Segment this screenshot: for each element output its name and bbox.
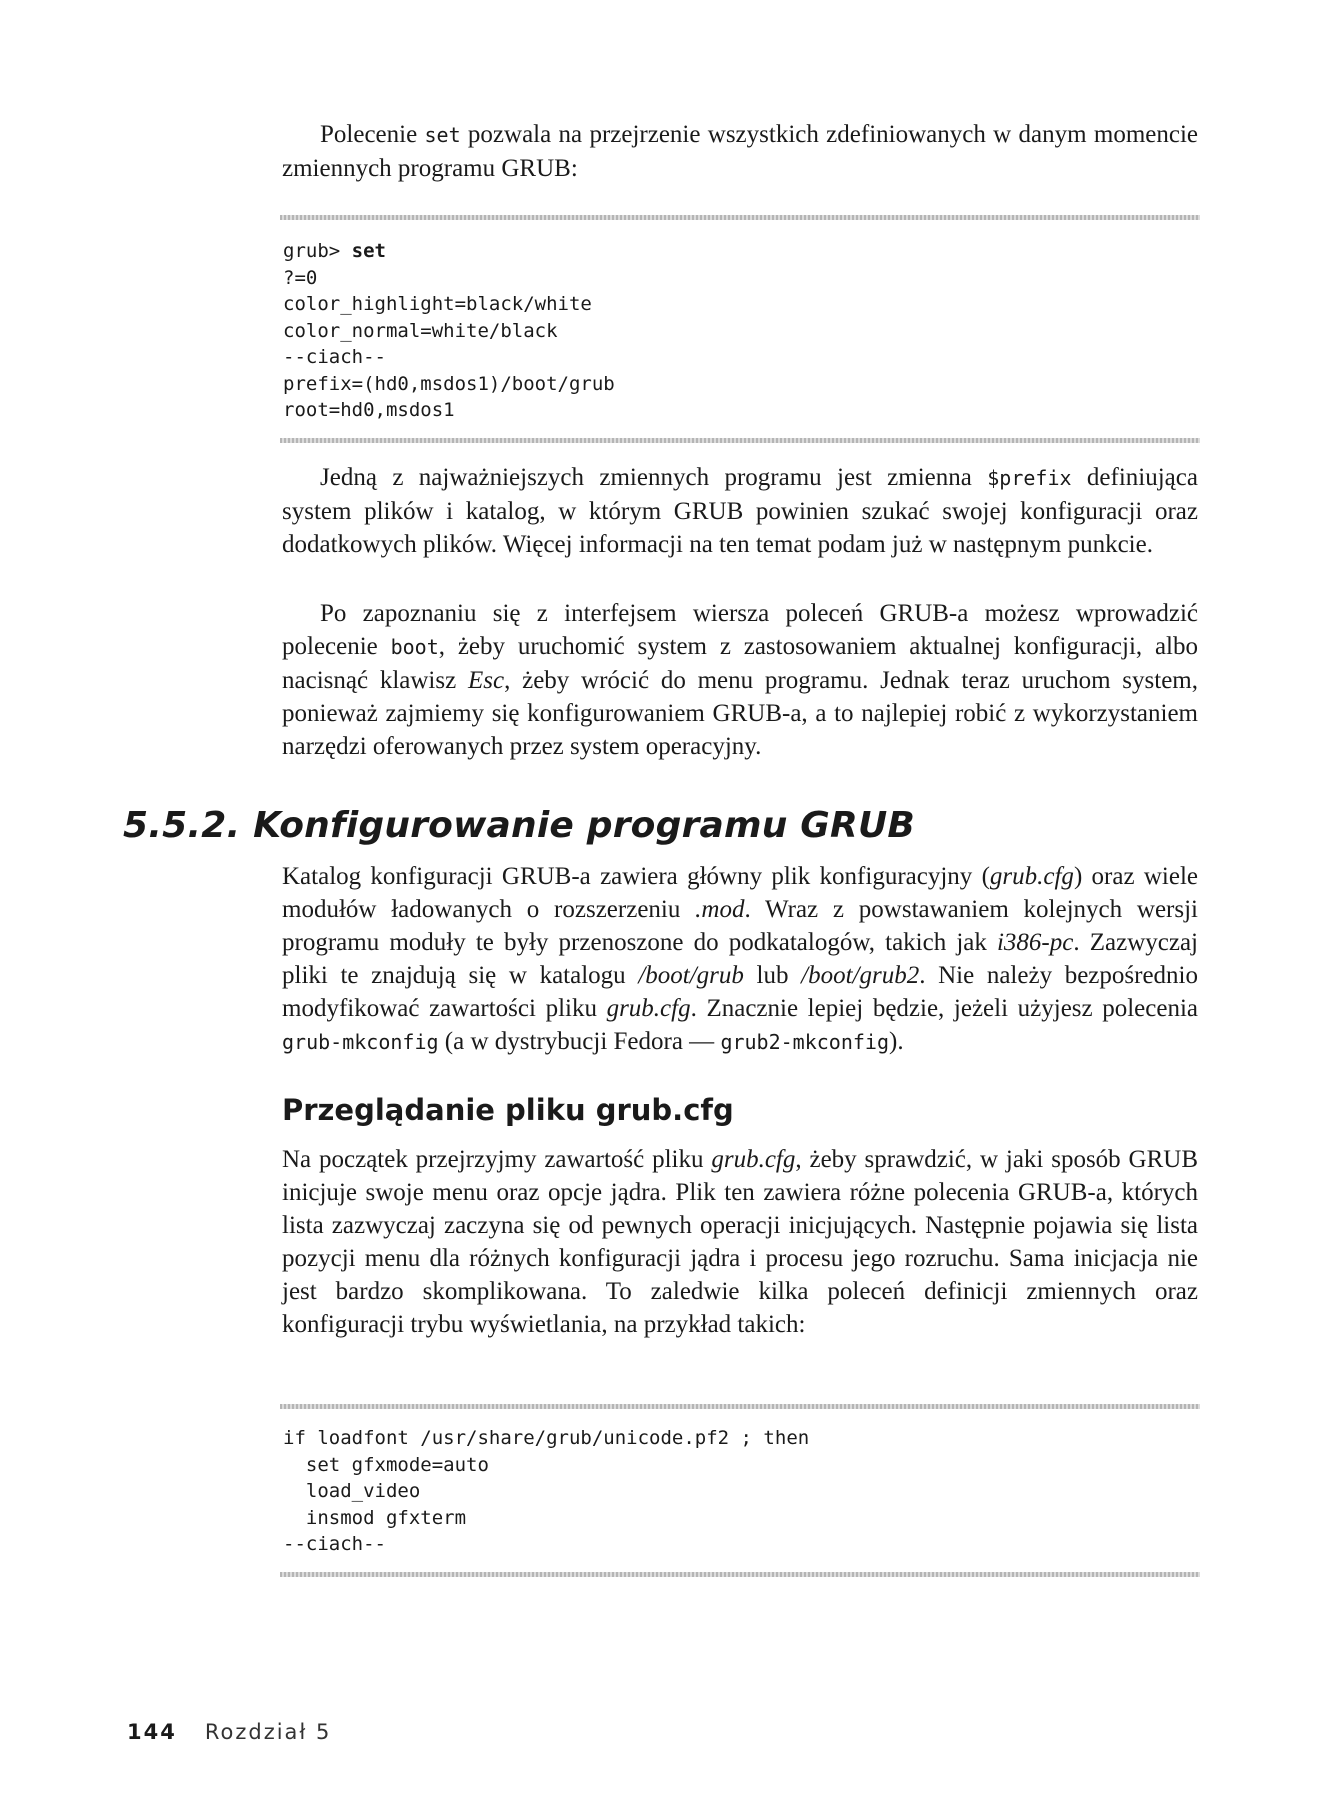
code-line: root=hd0,msdos1	[283, 399, 455, 421]
code-line: if loadfont /usr/share/grub/unicode.pf2 ; then	[283, 1427, 810, 1449]
inline-code-grub2-mkconfig: grub2-mkconfig	[720, 1030, 890, 1054]
code-line: load_video	[283, 1480, 421, 1502]
subheading: Przeglądanie pliku grub.cfg	[282, 1093, 734, 1127]
code-prompt: grub>	[283, 240, 352, 262]
code-block-grub-cfg	[280, 1404, 1200, 1577]
inline-code-grub-mkconfig: grub-mkconfig	[282, 1030, 439, 1054]
chapter-label: Rozdział 5	[204, 1720, 332, 1744]
text: . Nie należy bezpośrednio modyfikować zawartości pliku	[282, 962, 1198, 1022]
text: Po zapoznaniu się z interfejsem wiersza poleceń GRUB-a możesz wprowadzić polecenie	[282, 600, 1198, 660]
text: Jedną z najważniejszych zmiennych programu jest zmienna	[320, 464, 988, 491]
text: Polecenie	[320, 121, 425, 148]
paragraph-config-dir	[282, 860, 1198, 1059]
code-cut-marker: --ciach--	[283, 1533, 386, 1555]
inline-code-boot: boot	[390, 635, 439, 659]
directory: i386-pc	[996, 929, 1074, 956]
text: ) oraz wiele modułów ładowanych o rozszerzeniu	[282, 863, 1199, 923]
key-esc: Esc	[467, 667, 505, 694]
text: . Znacznie lepiej będzie, jeżeli użyjesz polecenia	[690, 995, 1198, 1022]
text: Katalog konfiguracji GRUB-a zawiera główny plik konfiguracyjny (	[282, 863, 990, 890]
code-line-prompt	[280, 238, 1200, 265]
code-line: color_highlight=black/white	[283, 293, 592, 315]
paragraph-prefix	[282, 461, 1198, 561]
code-rule-bottom	[280, 1572, 1200, 1577]
page-footer	[127, 1720, 331, 1744]
text: . Wraz z powstawaniem kolejnych wersji programu moduły te były przenoszone do podkatalogów, takich jak	[282, 896, 1198, 956]
code-line: set gfxmode=auto	[283, 1453, 489, 1476]
text: , żeby sprawdzić, w jaki sposób GRUB inicjuje swoje menu oraz opcje jądra. Plik ten zawiera różne polecenia GRUB-a, których lista zazwyczaj zaczyna się od pewnych operacji inicjujących. Następnie pojawia się lista pozycji menu dla różnych konfiguracji jądra i procesu jego rozruchu. Sama inicjacja nie jest bardzo skomplikowana. To zaledwie kilka poleceń definicji zmiennych oraz konfiguracji trybu wyświetlania, na przykład takich:	[282, 1146, 1198, 1338]
section-heading: 5.5.2. Konfigurowanie programu GRUB	[123, 805, 916, 846]
text: Na początek przejrzyjmy zawartość pliku	[282, 1146, 712, 1173]
paragraph-grub-cfg	[282, 1143, 1198, 1341]
code-line: color_normal=white/black	[283, 319, 558, 342]
inline-code-prefix: $prefix	[987, 466, 1072, 490]
text: definiująca system plików i katalog, w którym GRUB powinien szukać swojej konfiguracji oraz dodatkowych plików. Więcej informacji na ten temat podam już w następnym punkcie.	[282, 464, 1198, 558]
code-rule-bottom	[280, 438, 1200, 443]
code-line: ?=0	[283, 266, 318, 289]
text: ).	[889, 1028, 904, 1055]
directory: /boot/grub	[638, 962, 744, 989]
code-command: set	[351, 240, 386, 262]
paragraph-set-intro	[282, 118, 1198, 185]
inline-code-set: set	[424, 123, 461, 147]
text: , żeby uruchomić system z zastosowaniem aktualnej konfiguracji, albo nacisnąć klawisz	[282, 633, 1198, 694]
filename: grub.cfg	[711, 1146, 796, 1173]
paragraph-boot	[282, 597, 1198, 763]
text: pozwala na przejrzenie wszystkich zdefiniowanych w danym momencie zmiennych programu GRUB:	[282, 121, 1198, 182]
page-number: 144	[127, 1720, 177, 1744]
text: lub	[743, 962, 802, 989]
text: . Zazwyczaj pliki te znajdują się w katalogu	[282, 929, 1198, 989]
text: , żeby wrócić do menu programu. Jednak teraz uruchom system, ponieważ zajmiemy się konfigurowaniem GRUB-a, a to najlepiej robić z wykorzystaniem narzędzi oferowanych przez system operacyjny.	[282, 667, 1198, 760]
filename: grub.cfg	[606, 995, 691, 1022]
text: (a w dystrybucji Fedora —	[438, 1028, 721, 1055]
code-line: insmod gfxterm	[283, 1506, 467, 1529]
filename: grub.cfg	[989, 863, 1074, 890]
code-block-set-output	[280, 215, 1200, 443]
directory: /boot/grub2	[801, 962, 920, 989]
code-cut-marker: --ciach--	[283, 346, 386, 368]
code-line: prefix=(hd0,msdos1)/boot/grub	[283, 372, 615, 395]
extension: .mod	[695, 896, 745, 923]
